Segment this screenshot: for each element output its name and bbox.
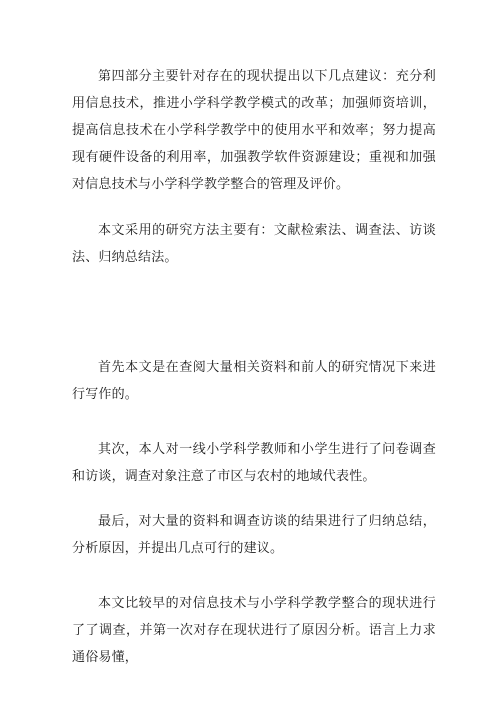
paragraph-final-step: 最后，对大量的资料和调查访谈的结果进行了归纳总结，分析原因，并提出几点可行的建议。 xyxy=(72,514,436,556)
paragraph-recommendations: 第四部分主要针对存在的现状提出以下几点建议：充分利用信息技术，推进小学科学教学模式的改革；加强师资培训，提高信息技术在小学科学教学中的使用水平和效率；努力提高现有硬件设备的利用率，加强教学软件资源建设；重视和加强对信息技术与小学科学教学整合的管理及评价。 xyxy=(72,69,436,192)
paragraph-first-step: 首先本文是在查阅大量相关资料和前人的研究情况下来进行写作的。 xyxy=(72,360,436,402)
paragraph-innovation: 本文比较早的对信息技术与小学科学教学整合的现状进行了了调查，并第一次对存在现状进行了原因分析。语言上力求通俗易懂， xyxy=(72,596,436,665)
paragraph-second-step: 其次，本人对一线小学科学教师和小学生进行了问卷调查和访谈，调查对象注意了市区与农村的地域代表性。 xyxy=(72,442,436,484)
paragraph-research-methods: 本文采用的研究方法主要有：文献检索法、调查法、访谈法、归纳总结法。 xyxy=(72,223,436,265)
